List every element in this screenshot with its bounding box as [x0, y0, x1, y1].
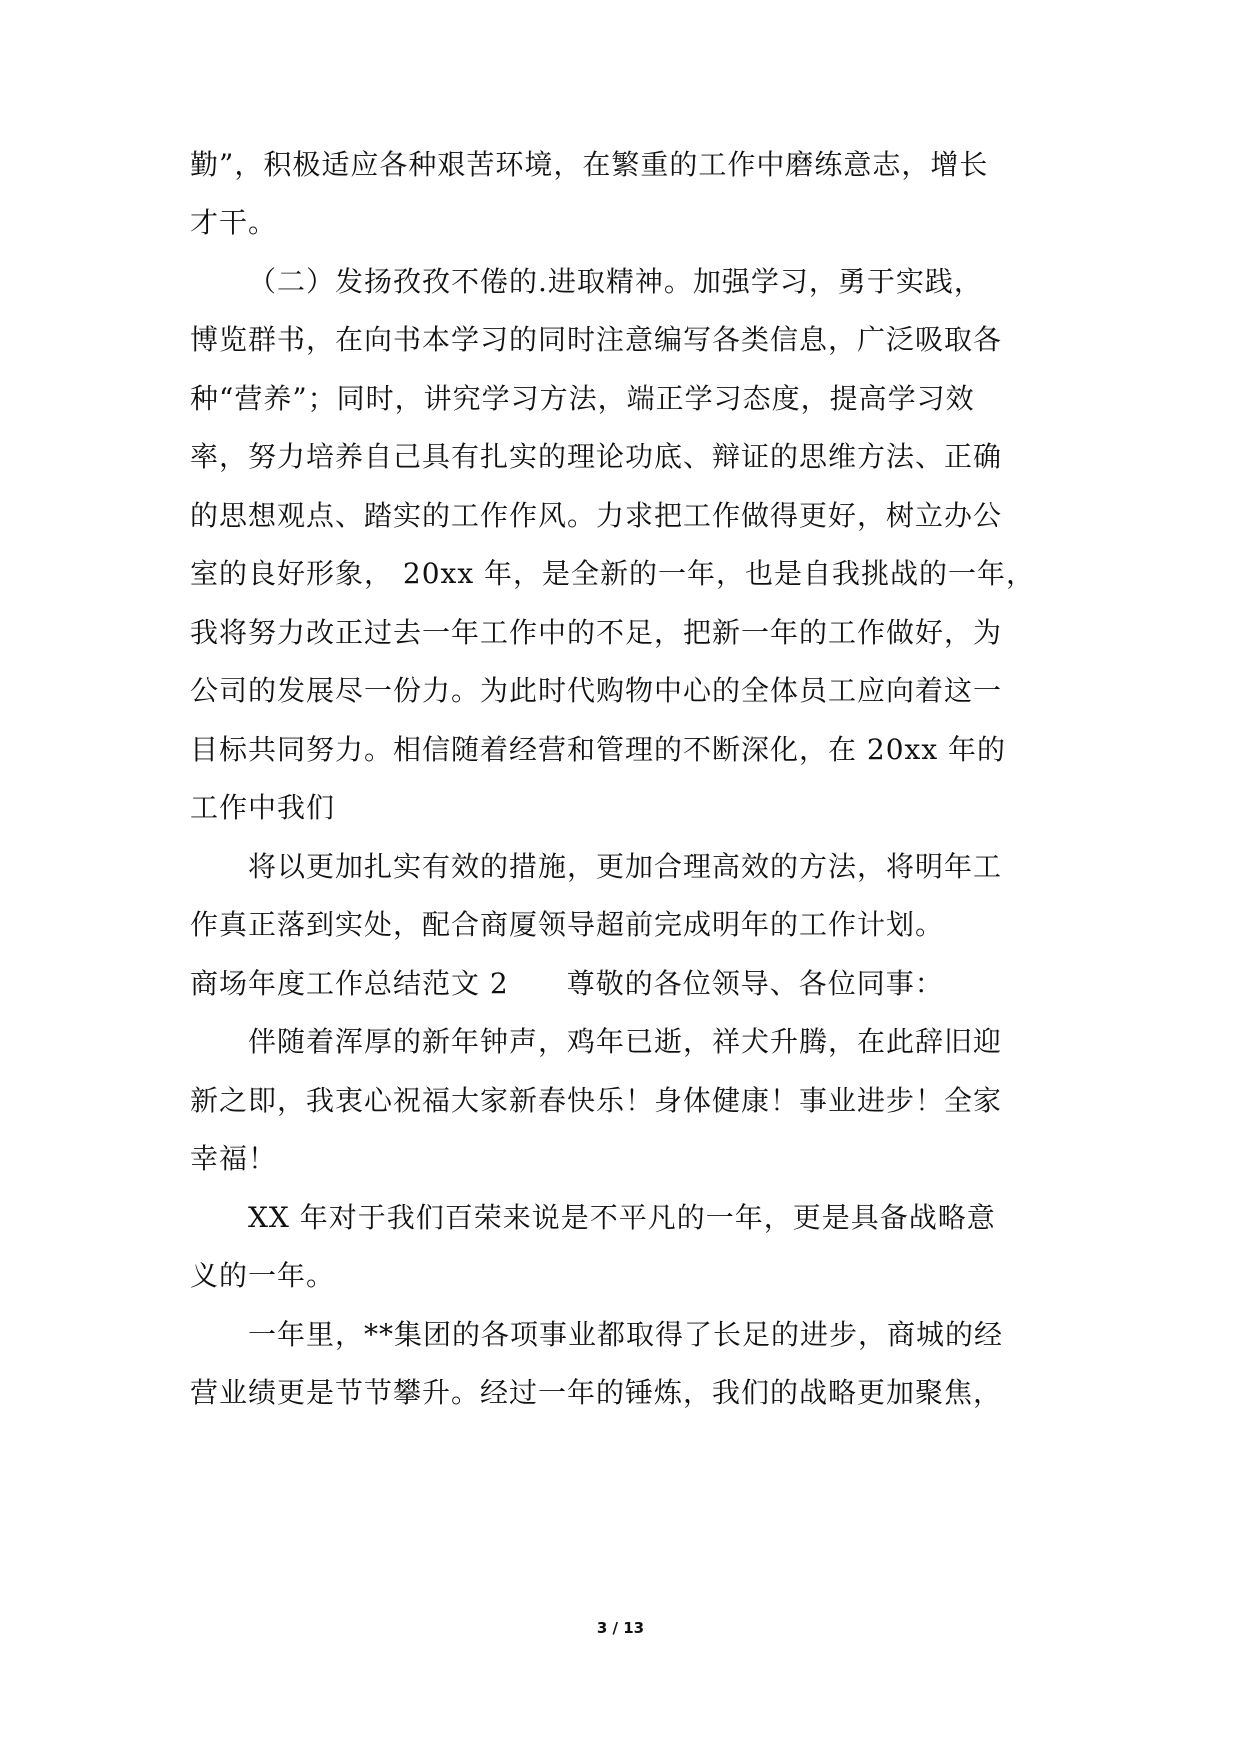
text-line: 幸福！ — [190, 1142, 278, 1175]
paragraph-first-line: 一年里，**集团的各项事业都取得了长足的进步，商城的经 — [248, 1318, 1004, 1351]
text-line: 我将努力改正过去一年工作中的不足，把新一年的工作做好，为 — [190, 616, 1003, 649]
text-line: 义的一年。 — [190, 1259, 336, 1292]
text-line: 公司的发展尽一份力。为此时代购物中心的全体员工应向着这一 — [190, 674, 1003, 707]
text-line: 营业绩更是节节攀升。经过一年的锤炼，我们的战略更加聚焦， — [190, 1376, 1003, 1409]
page-number: 3 / 13 — [596, 1619, 645, 1637]
section-heading: 商场年度工作总结范文 2 尊敬的各位领导、各位同事： — [190, 967, 944, 1000]
text-line: 率，努力培养自己具有扎实的理论功底、辩证的思维方法、正确 — [190, 440, 1003, 473]
text-line: 新之即，我衷心祝福大家新春快乐！身体健康！事业进步！全家 — [190, 1084, 1003, 1117]
text-line: 才干。 — [190, 206, 278, 239]
text-line: 作真正落到实处，配合商厦领导超前完成明年的工作计划。 — [190, 908, 945, 941]
text-line: 的思想观点、踏实的工作作风。力求把工作做得更好，树立办公 — [190, 499, 1003, 532]
paragraph-first-line: 伴随着浑厚的新年钟声，鸡年已逝，祥犬升腾，在此辞旧迎 — [248, 1025, 1003, 1058]
text-line: 种“营养”；同时，讲究学习方法，端正学习态度，提高学习效 — [190, 382, 975, 415]
text-line: 室的良好形象， 20xx 年，是全新的一年，也是自我挑战的一年， — [190, 557, 1036, 590]
paragraph-first-line: （二）发扬孜孜不倦的.进取精神。加强学习，勇于实践， — [248, 265, 983, 298]
paragraph-first-line: 将以更加扎实有效的措施，更加合理高效的方法，将明年工 — [248, 850, 1003, 883]
text-line: 目标共同努力。相信随着经营和管理的不断深化，在 20xx 年的 — [190, 733, 1007, 766]
paragraph-first-line: XX 年对于我们百荣来说是不平凡的一年，更是具备战略意 — [248, 1201, 996, 1234]
text-line: 工作中我们 — [190, 791, 336, 824]
text-line: 勤”，积极适应各种艰苦环境，在繁重的工作中磨练意志，增长 — [190, 148, 989, 181]
text-line: 博览群书，在向书本学习的同时注意编写各类信息，广泛吸取各 — [190, 323, 1003, 356]
